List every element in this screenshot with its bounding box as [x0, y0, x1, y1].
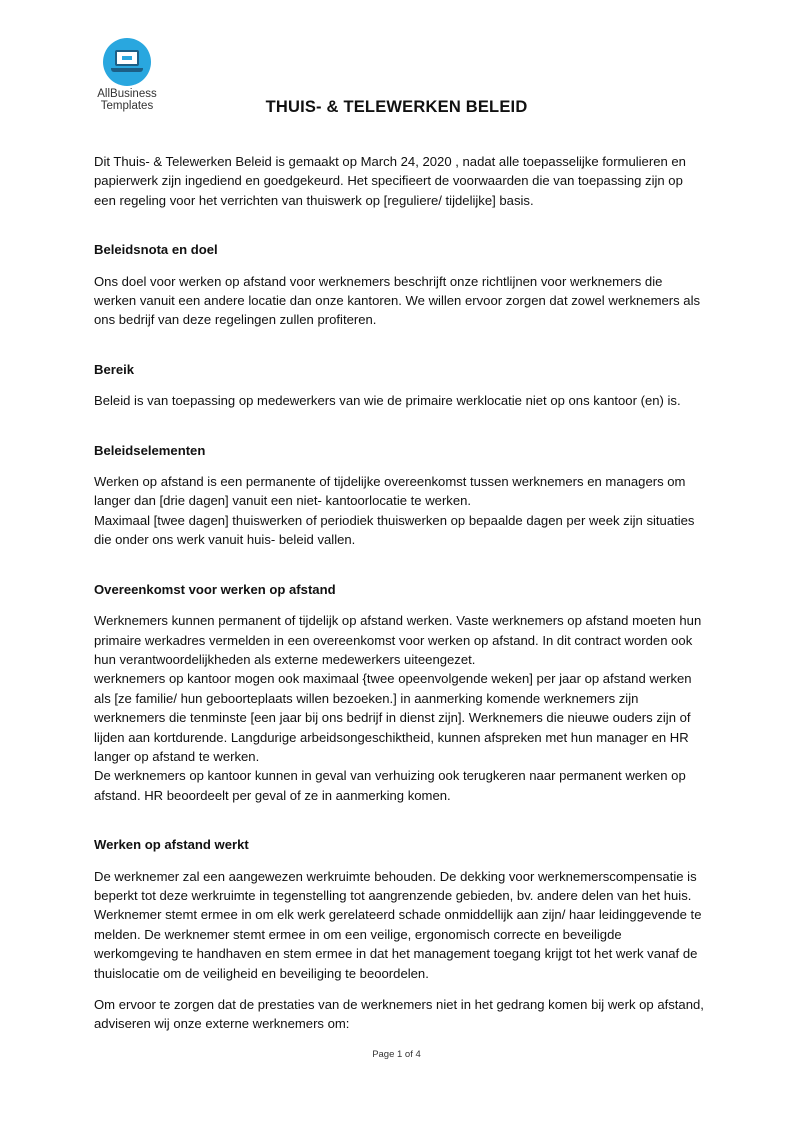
intro-paragraph: Dit Thuis- & Telewerken Beleid is gemaakt op March 24, 2020 , nadat alle toepasselijke formulieren en papierwerk zijn ingediend en goedgekeurd. Het specifieert de voorwaarden die van toepassing zijn op een regeling voor het verrichten van thuiswerk op [reguliere/ tijdelijke] basis.: [94, 154, 686, 208]
heading-beleidselementen: Beleidselementen: [94, 442, 206, 458]
paragraph-beleidselementen-2: Maximaal [twee dagen] thuiswerken of periodiek thuiswerken op bepaalde dagen per week zijn situaties die onder ons werk vanuit huis- beleid vallen.: [94, 512, 695, 548]
logo-line-2: Templates: [100, 100, 154, 112]
paragraph-overeenkomst-2: werknemers op kantoor mogen ook maximaal {twee opeenvolgende weken] per jaar op afstand werken als [ze familie/ hun geboorteplaats willen bezoeken.] in aanmerking komende werknemers zijn werknemers die tenminste [een jaar bij ons bedrijf in dienst zijn]. Werknemers die nieuwe ouders zijn of lijden aan kortdurende. Langdurige arbeidsongeschiktheid, kunnen afspreken met hun manager en HR langer op afstand te werken.: [94, 671, 692, 764]
document-body: [94, 152, 706, 1034]
paragraph-werken-op-afstand-1: De werknemer zal een aangewezen werkruimte behouden. De dekking voor werknemerscompensatie is beperkt tot deze werkruimte in tegenstelling tot aangrenzende gebieden, bv. andere delen van het huis. Werknemer stemt ermee in om elk werk gerelateerd schade onmiddellijk aan zijn/ haar leidinggevende te melden. De werknemer stemt ermee in om een veilige, ergonomisch correcte en beveiligde werkomgeving te handhaven en stem ermee in dat het management toegang krijgt tot het werk vanaf de thuislocatie om de veiligheid en beveiliging te beoordelen.: [94, 868, 702, 981]
paragraph-overeenkomst-3: De werknemers op kantoor kunnen in geval van verhuizing ook terugkeren naar permanent werken op afstand. HR beoordeelt per geval of ze in aanmerking komen.: [94, 768, 686, 803]
laptop-icon: [103, 38, 151, 86]
heading-overeenkomst: Overeenkomst voor werken op afstand: [94, 581, 336, 597]
paragraph-beleidselementen-1: Werken op afstand is een permanente of tijdelijke overeenkomst tussen werknemers en managers om langer dan [drie dagen] vanuit een niet- kantoorlocatie te werken.: [94, 474, 686, 509]
paragraph-beleidsnota: Ons doel voor werken op afstand voor werknemers beschrijft onze richtlijnen voor werknemers die werken vanuit een andere locatie dan onze kantoren. We willen ervoor zorgen dat zowel werknemers als ons bedrijf van deze regelingen zullen profiteren.: [94, 273, 701, 328]
paragraph-bereik: Beleid is van toepassing op medewerkers van wie de primaire werklocatie niet op ons kantoor (en) is.: [94, 393, 681, 409]
document-title: THUIS- & TELEWERKEN BELEID: [265, 98, 528, 116]
page-number: Page 1 of 4: [372, 1049, 421, 1060]
paragraph-werken-op-afstand-2: Om ervoor te zorgen dat de prestaties van de werknemers niet in het gedrang komen bij werk op afstand, adviseren wij onze externe werknemers om:: [94, 997, 704, 1032]
heading-bereik: Bereik: [94, 361, 135, 377]
heading-werken-op-afstand: Werken op afstand werkt: [94, 837, 249, 853]
paragraph-overeenkomst-1: Werknemers kunnen permanent of tijdelijk op afstand werken. Vaste werknemers op afstand moeten hun primaire werkadres vermelden in een overeenkomst voor werken op afstand. In dit contract worden ook hun verantwoordelijkheden als externe medewerkers uiteengezet.: [94, 613, 702, 667]
heading-beleidsnota: Beleidsnota en doel: [94, 242, 218, 258]
logo-line-1: AllBusiness: [97, 88, 157, 100]
